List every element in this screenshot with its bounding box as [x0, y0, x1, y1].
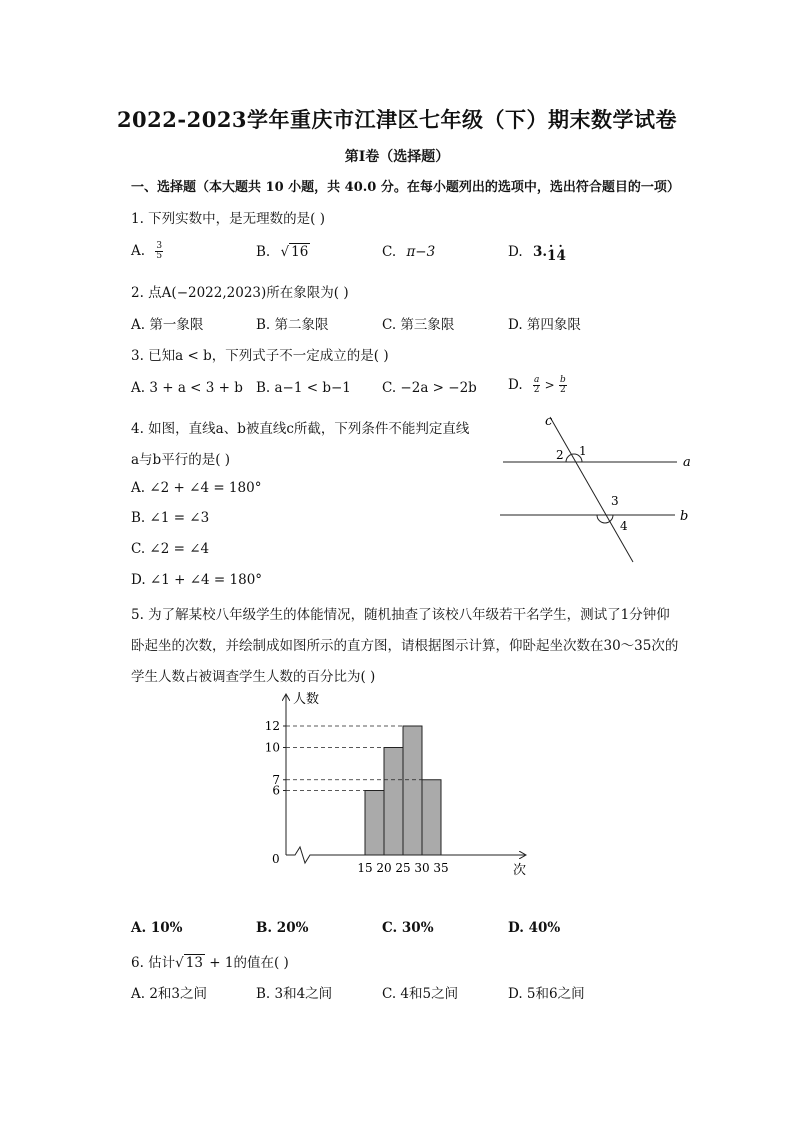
q4-option-c[interactable]: C. ∠2 = ∠4 — [131, 541, 210, 557]
q2-option-b[interactable]: B. 第二象限 — [256, 317, 329, 333]
q2-option-c[interactable]: C. 第三象限 — [382, 317, 455, 333]
label-angle-4: 4 — [620, 519, 628, 533]
q3-stem: 3. 已知a < b，下列式子不一定成立的是( ) — [131, 348, 389, 364]
histogram-bar-30-35 — [422, 780, 441, 855]
q6-option-d[interactable]: D. 5和6之间 — [508, 986, 585, 1002]
page-title: 2022-2023学年重庆市江津区七年级（下）期末数学试卷 — [116, 107, 678, 132]
histogram-bar-15-20 — [365, 791, 384, 856]
q6-stem — [131, 951, 289, 971]
section-heading: 一、选择题（本大题共 10 小题，共 40.0 分。在每小题列出的选项中，选出符合题目的一项） — [131, 180, 680, 195]
q4-option-b[interactable]: B. ∠1 = ∠3 — [131, 510, 210, 526]
q3-option-c[interactable]: C. −2a > −2b — [382, 380, 477, 396]
q5-option-c[interactable]: C. 30% — [382, 920, 434, 936]
x-tick-label-25: 25 — [395, 861, 411, 875]
q1-option-b[interactable] — [256, 244, 310, 260]
q2-option-a[interactable]: A. 第一象限 — [131, 317, 204, 333]
q4-stem-line2: a与b平行的是( ) — [131, 452, 231, 468]
q4-option-d[interactable]: D. ∠1 + ∠4 = 180° — [131, 572, 263, 588]
label-c: c — [545, 414, 553, 429]
x-axis-label: 次 — [513, 863, 527, 878]
q6-option-a[interactable]: A. 2和3之间 — [131, 986, 208, 1002]
q1-c-label: C. — [382, 244, 397, 260]
volume-title: 第Ⅰ卷（选择题） — [344, 149, 450, 165]
q4-stem-line1: 4. 如图，直线a、b被直线c所截，下列条件不能判定直线 — [131, 421, 470, 437]
y-tick-label-10: 10 — [264, 740, 280, 755]
q6-stem-pre: 6. 估计 — [131, 955, 176, 971]
q3-d-denominator-1: 2 — [533, 385, 540, 395]
q1-b-label: B. — [256, 244, 271, 260]
q1-option-d[interactable] — [508, 244, 566, 264]
x-tick-label-20: 20 — [376, 861, 392, 875]
q6-radical-sign: √ — [175, 955, 184, 971]
label-angle-3: 3 — [611, 494, 619, 508]
q3-option-d[interactable] — [508, 376, 567, 395]
parallel-lines-figure — [495, 412, 705, 572]
q5-stem-line3: 学生人数占被调查学生人数的百分比为( ) — [131, 669, 376, 685]
q5-option-a[interactable]: A. 10% — [131, 920, 183, 936]
q1-a-label: A. — [131, 243, 146, 259]
q3-d-numerator-2: b — [559, 375, 566, 385]
q1-d-digit-2: · 4 — [556, 248, 565, 264]
histogram-bar-20-25 — [384, 748, 403, 856]
q5-option-b[interactable]: B. 20% — [256, 920, 309, 936]
y-tick-label-12: 12 — [264, 719, 280, 733]
q5-option-d[interactable]: D. 40% — [508, 920, 561, 936]
q3-d-gt: > — [544, 378, 555, 392]
q3-option-a[interactable]: A. 3 + a < 3 + b — [131, 380, 243, 396]
q1-a-denominator: 5 — [156, 251, 163, 261]
q1-option-a[interactable] — [131, 242, 163, 261]
histogram-bar-25-30 — [403, 726, 422, 855]
q1-d-digit-1: · 1 — [547, 248, 556, 264]
x-tick-label-35: 35 — [433, 861, 449, 875]
q3-d-denominator-2: 2 — [559, 385, 566, 395]
q1-option-c[interactable] — [382, 244, 435, 260]
label-b: b — [680, 509, 689, 524]
q2-stem: 2. 点A(−2022,2023)所在象限为( ) — [131, 285, 349, 301]
origin-label: 0 — [272, 852, 280, 866]
label-angle-1: 1 — [579, 444, 587, 458]
x-tick-label-30: 30 — [414, 861, 430, 875]
line-c — [550, 417, 633, 562]
label-a: a — [683, 455, 691, 470]
q5-stem-line1: 5. 为了解某校八年级学生的体能情况，随机抽查了该校八年级若干名学生，测试了1分钟仰 — [131, 607, 670, 623]
q3-d-label: D. — [508, 377, 523, 393]
q1-a-numerator: 3 — [156, 241, 163, 251]
q6-stem-post: + 1的值在( ) — [204, 955, 289, 971]
q1-b-radical-sign: √ — [280, 244, 290, 260]
q1-c-value: π−3 — [406, 244, 436, 260]
q3-option-b[interactable]: B. a−1 < b−1 — [256, 380, 351, 396]
q1-b-radicand: 16 — [291, 244, 309, 260]
q6-option-b[interactable]: B. 3和4之间 — [256, 986, 333, 1002]
q1-stem: 1. 下列实数中，是无理数的是( ) — [131, 211, 325, 227]
q1-d-integer: 3. — [532, 244, 548, 260]
q2-option-d[interactable]: D. 第四象限 — [508, 317, 581, 333]
x-tick-label-15: 15 — [357, 861, 373, 875]
y-tick-label-7: 7 — [272, 772, 280, 787]
histogram-chart — [255, 685, 545, 885]
label-angle-2: 2 — [556, 448, 564, 462]
q5-stem-line2: 卧起坐的次数，并绘制成如图所示的直方图，请根据图示计算，仰卧起坐次数在30～35次的 — [131, 638, 679, 654]
q3-d-numerator-1: a — [533, 375, 540, 385]
q1-d-label: D. — [508, 244, 523, 260]
y-axis-label: 人数 — [293, 692, 320, 707]
q4-option-a[interactable]: A. ∠2 + ∠4 = 180° — [131, 480, 262, 496]
q6-option-c[interactable]: C. 4和5之间 — [382, 986, 459, 1002]
q6-radicand: 13 — [185, 955, 203, 971]
angle-arc-bottom — [597, 515, 613, 523]
y-tick-label-6: 6 — [272, 783, 280, 798]
